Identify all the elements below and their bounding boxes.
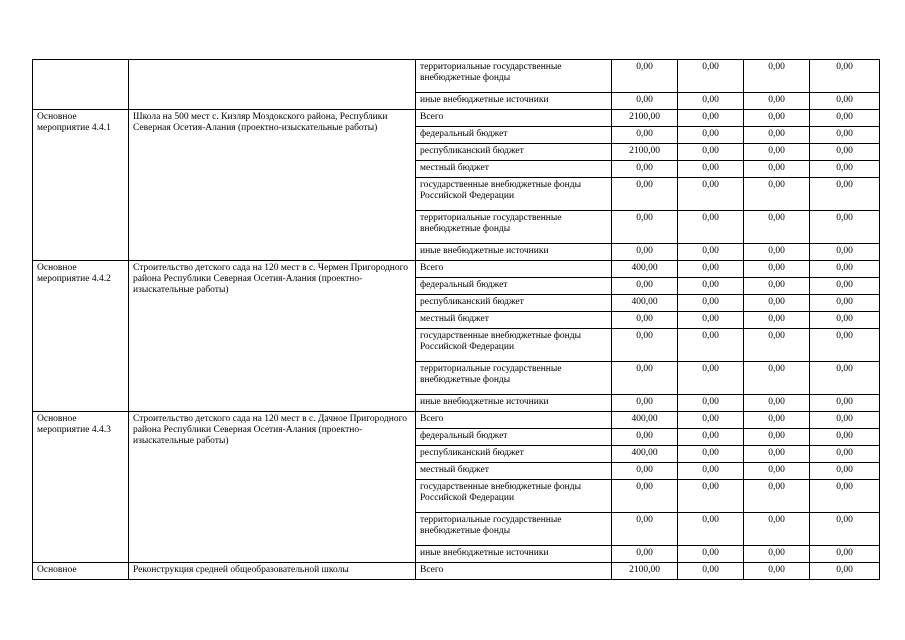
- value-cell: 0,00: [810, 513, 880, 546]
- value-cell: 0,00: [678, 429, 744, 446]
- value-cell: 0,00: [744, 429, 810, 446]
- value-cell: 0,00: [744, 412, 810, 429]
- value-cell: 0,00: [810, 110, 880, 127]
- value-cell: 0,00: [744, 127, 810, 144]
- value-cell: 0,00: [612, 429, 678, 446]
- funding-source-label: территориальные государственные внебюджетные фонды: [416, 211, 612, 244]
- activity-cell: [33, 60, 129, 110]
- value-cell: 0,00: [810, 395, 880, 412]
- activity-cell: Основное мероприятие 4.4.2: [33, 261, 129, 412]
- value-cell: 0,00: [678, 244, 744, 261]
- value-cell: 0,00: [810, 295, 880, 312]
- activity-title-cell: [129, 60, 416, 110]
- funding-source-label: иные внебюджетные источники: [416, 244, 612, 261]
- value-cell: 0,00: [612, 329, 678, 362]
- value-cell: 0,00: [678, 329, 744, 362]
- table-row: [33, 261, 880, 278]
- value-cell: 0,00: [612, 161, 678, 178]
- value-cell: 0,00: [810, 463, 880, 480]
- value-cell: 0,00: [678, 513, 744, 546]
- value-cell: 0,00: [810, 329, 880, 362]
- value-cell: 2100,00: [612, 563, 678, 580]
- value-cell: 0,00: [810, 244, 880, 261]
- funding-source-label: территориальные государственные внебюджетные фонды: [416, 513, 612, 546]
- value-cell: 0,00: [744, 563, 810, 580]
- value-cell: 0,00: [678, 295, 744, 312]
- value-cell: 0,00: [810, 546, 880, 563]
- value-cell: 0,00: [744, 362, 810, 395]
- activity-title-cell: Реконструкция средней общеобразовательной школы: [129, 563, 416, 580]
- value-cell: 0,00: [678, 312, 744, 329]
- value-cell: 0,00: [678, 178, 744, 211]
- activity-title-cell: Строительство детского сада на 120 мест в с. Дачное Пригородного района Республики Северная Осетия-Алания (проектно-изыскательные работы): [129, 412, 416, 563]
- value-cell: 0,00: [612, 60, 678, 93]
- funding-source-label: Всего: [416, 110, 612, 127]
- funding-source-label: федеральный бюджет: [416, 278, 612, 295]
- value-cell: 0,00: [678, 563, 744, 580]
- budget-table: [32, 59, 880, 580]
- funding-source-label: местный бюджет: [416, 161, 612, 178]
- value-cell: 0,00: [810, 312, 880, 329]
- value-cell: 0,00: [810, 161, 880, 178]
- funding-source-label: федеральный бюджет: [416, 127, 612, 144]
- value-cell: 0,00: [612, 362, 678, 395]
- value-cell: 0,00: [678, 395, 744, 412]
- funding-source-label: государственные внебюджетные фонды Российской Федерации: [416, 178, 612, 211]
- value-cell: 400,00: [612, 295, 678, 312]
- funding-source-label: Всего: [416, 563, 612, 580]
- value-cell: 0,00: [744, 546, 810, 563]
- value-cell: 0,00: [678, 546, 744, 563]
- value-cell: 0,00: [612, 278, 678, 295]
- value-cell: 0,00: [744, 513, 810, 546]
- funding-source-label: местный бюджет: [416, 463, 612, 480]
- value-cell: 2100,00: [612, 110, 678, 127]
- value-cell: 0,00: [810, 480, 880, 513]
- value-cell: 0,00: [744, 395, 810, 412]
- value-cell: 0,00: [744, 463, 810, 480]
- funding-source-label: иные внебюджетные источники: [416, 395, 612, 412]
- value-cell: 0,00: [678, 211, 744, 244]
- value-cell: 0,00: [678, 110, 744, 127]
- activity-cell: Основное мероприятие 4.4.1: [33, 110, 129, 261]
- value-cell: 0,00: [678, 463, 744, 480]
- activity-cell: Основное мероприятие 4.4.3: [33, 412, 129, 563]
- value-cell: 0,00: [612, 127, 678, 144]
- value-cell: 400,00: [612, 446, 678, 463]
- value-cell: 0,00: [678, 60, 744, 93]
- funding-source-label: Всего: [416, 261, 612, 278]
- value-cell: 0,00: [678, 127, 744, 144]
- value-cell: 0,00: [678, 278, 744, 295]
- funding-source-label: республиканский бюджет: [416, 295, 612, 312]
- value-cell: 0,00: [678, 446, 744, 463]
- value-cell: 0,00: [744, 312, 810, 329]
- table-row: [33, 60, 880, 93]
- funding-source-label: территориальные государственные внебюджетные фонды: [416, 60, 612, 93]
- value-cell: 0,00: [744, 329, 810, 362]
- value-cell: 0,00: [612, 480, 678, 513]
- activity-title-cell: Строительство детского сада на 120 мест в с. Чермен Пригородного района Республики Северная Осетия-Алания (проектно-изыскательные работы): [129, 261, 416, 412]
- value-cell: 2100,00: [612, 144, 678, 161]
- value-cell: 0,00: [810, 446, 880, 463]
- value-cell: 400,00: [612, 412, 678, 429]
- value-cell: 0,00: [612, 211, 678, 244]
- value-cell: 0,00: [678, 161, 744, 178]
- value-cell: 0,00: [678, 412, 744, 429]
- value-cell: 0,00: [810, 261, 880, 278]
- activity-title-cell: Школа на 500 мест с. Кизляр Моздокского района, Республики Северная Осетия-Алания (проектно-изыскательные работы): [129, 110, 416, 261]
- value-cell: 0,00: [678, 93, 744, 110]
- table-row: [33, 110, 880, 127]
- value-cell: 0,00: [744, 93, 810, 110]
- value-cell: 0,00: [810, 362, 880, 395]
- value-cell: 0,00: [744, 446, 810, 463]
- value-cell: 0,00: [744, 295, 810, 312]
- value-cell: 0,00: [810, 211, 880, 244]
- value-cell: 0,00: [678, 261, 744, 278]
- value-cell: 0,00: [744, 278, 810, 295]
- funding-source-label: государственные внебюджетные фонды Российской Федерации: [416, 329, 612, 362]
- value-cell: 0,00: [744, 110, 810, 127]
- value-cell: 0,00: [810, 127, 880, 144]
- value-cell: 0,00: [744, 60, 810, 93]
- value-cell: 0,00: [744, 144, 810, 161]
- value-cell: 0,00: [744, 261, 810, 278]
- value-cell: 0,00: [678, 144, 744, 161]
- value-cell: 0,00: [612, 395, 678, 412]
- value-cell: 0,00: [612, 546, 678, 563]
- funding-source-label: республиканский бюджет: [416, 144, 612, 161]
- value-cell: 0,00: [612, 178, 678, 211]
- funding-source-label: местный бюджет: [416, 312, 612, 329]
- value-cell: 0,00: [744, 178, 810, 211]
- funding-source-label: иные внебюджетные источники: [416, 93, 612, 110]
- value-cell: 0,00: [810, 60, 880, 93]
- value-cell: 400,00: [612, 261, 678, 278]
- value-cell: 0,00: [810, 429, 880, 446]
- activity-cell: Основное: [33, 563, 129, 580]
- value-cell: 0,00: [810, 178, 880, 211]
- value-cell: 0,00: [810, 278, 880, 295]
- funding-source-label: республиканский бюджет: [416, 446, 612, 463]
- value-cell: 0,00: [744, 211, 810, 244]
- value-cell: 0,00: [810, 93, 880, 110]
- value-cell: 0,00: [810, 412, 880, 429]
- table-row: [33, 563, 880, 580]
- value-cell: 0,00: [612, 312, 678, 329]
- value-cell: 0,00: [810, 563, 880, 580]
- table-row: [33, 412, 880, 429]
- value-cell: 0,00: [678, 480, 744, 513]
- value-cell: 0,00: [612, 244, 678, 261]
- value-cell: 0,00: [744, 161, 810, 178]
- value-cell: 0,00: [612, 93, 678, 110]
- value-cell: 0,00: [612, 463, 678, 480]
- funding-source-label: иные внебюджетные источники: [416, 546, 612, 563]
- value-cell: 0,00: [612, 513, 678, 546]
- funding-source-label: территориальные государственные внебюджетные фонды: [416, 362, 612, 395]
- funding-source-label: федеральный бюджет: [416, 429, 612, 446]
- funding-source-label: государственные внебюджетные фонды Российской Федерации: [416, 480, 612, 513]
- value-cell: 0,00: [810, 144, 880, 161]
- value-cell: 0,00: [744, 480, 810, 513]
- funding-source-label: Всего: [416, 412, 612, 429]
- value-cell: 0,00: [744, 244, 810, 261]
- value-cell: 0,00: [678, 362, 744, 395]
